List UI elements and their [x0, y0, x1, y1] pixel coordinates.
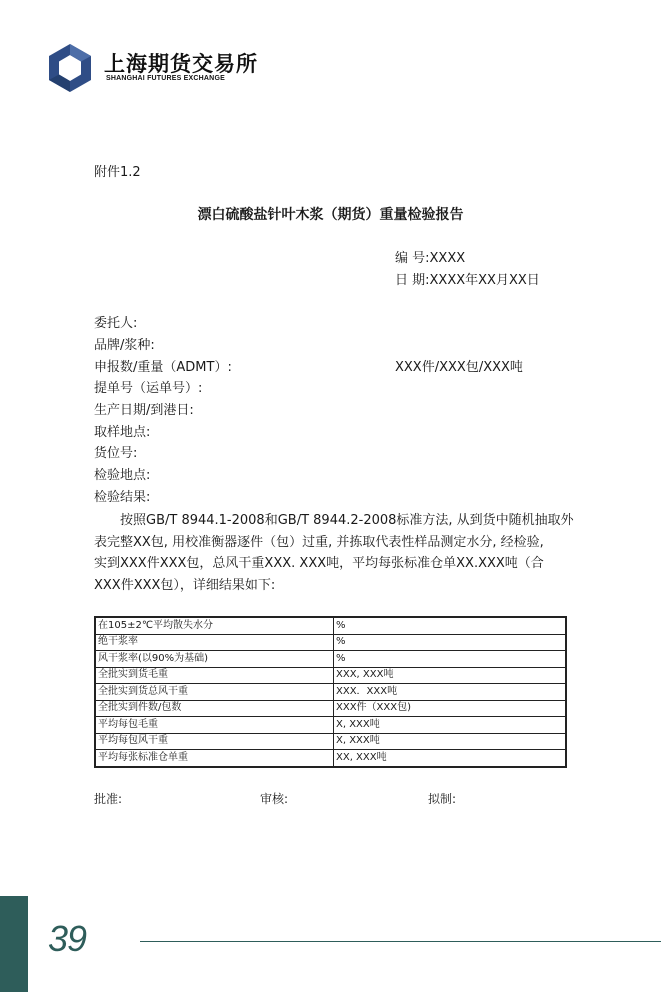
exchange-logo: [44, 40, 258, 96]
footer-side-bar: [0, 896, 28, 992]
prepare-label: 拟制:: [428, 792, 457, 806]
row-value: %: [334, 651, 567, 668]
table-row: [95, 617, 566, 634]
table-row: [95, 684, 566, 701]
document-title: 漂白硫酸盐针叶木浆（期货）重量检验报告: [197, 207, 464, 223]
row-value: %: [334, 617, 567, 634]
row-label: 全批实到件数/包数: [95, 700, 334, 717]
document-number: 编 号:XXXX: [395, 251, 466, 266]
results-table: [94, 616, 567, 768]
table-row: [95, 634, 566, 651]
field-inspection-result: 检验结果:: [94, 490, 151, 505]
review-label: 审核:: [260, 792, 289, 806]
paragraph-line: 表完整XX包, 用校准衡器逐件（包）过重, 并拣取代表性样品测定水分, 经检验,: [94, 534, 544, 550]
row-label: 在105±2℃平均散失水分: [95, 617, 334, 634]
table-row: [95, 651, 566, 668]
logo-name-cn: 上海期货交易所: [104, 51, 258, 76]
row-value: XX, XXX吨: [334, 750, 567, 767]
field-storage-slot: 货位号:: [94, 446, 138, 461]
attachment-label: 附件1.2: [94, 165, 141, 180]
table-row: [95, 717, 566, 734]
row-label: 平均每包风干重: [95, 733, 334, 750]
field-bill-of-lading: 提单号（运单号）:: [94, 381, 203, 396]
row-value: %: [334, 634, 567, 651]
table-row: [95, 750, 566, 767]
result-paragraph: [94, 510, 574, 596]
paragraph-line: XXX件XXX包），详细结果如下:: [94, 577, 276, 593]
table-row: [95, 733, 566, 750]
row-label: 平均每包毛重: [95, 717, 334, 734]
document-date: 日 期:XXXX年XX月XX日: [395, 273, 540, 288]
table-row: [95, 700, 566, 717]
field-brand: 品牌/浆种:: [94, 338, 155, 353]
row-value: X, XXX吨: [334, 733, 567, 750]
row-label: 风干浆率(以90%为基础): [95, 651, 334, 668]
row-label: 绝干浆率: [95, 634, 334, 651]
approve-label: 批准:: [94, 792, 123, 806]
declared-value: XXX件/XXX包/XXX吨: [395, 360, 523, 375]
row-label: 全批实到货总风干重: [95, 684, 334, 701]
field-production-date: 生产日期/到港日:: [94, 403, 194, 418]
field-sampling-location: 取样地点:: [94, 425, 151, 440]
field-client: 委托人:: [94, 316, 138, 331]
field-inspection-location: 检验地点:: [94, 468, 151, 483]
table-row: [95, 667, 566, 684]
paragraph-line: 实到XXX件XXX包，总风干重XXX. XXX吨，平均每张标准仓单XX.XXX吨（合: [94, 556, 544, 571]
footer-divider: [140, 941, 661, 942]
paragraph-line: 按照GB/T 8944.1-2008和GB/T 8944.2-2008标准方法, 从到货中随机抽取外: [120, 513, 574, 528]
field-declared: 申报数/重量（ADMT）:: [94, 360, 232, 375]
row-label: 全批实到货毛重: [95, 667, 334, 684]
hexagon-logo-icon: [44, 42, 96, 94]
row-value: X, XXX吨: [334, 717, 567, 734]
page-number: 39: [48, 918, 87, 959]
row-value: XXX, XXX吨: [334, 667, 567, 684]
logo-name-en: SHANGHAI FUTURES EXCHANGE: [106, 75, 225, 82]
row-value: XXX．XXX吨: [334, 684, 567, 701]
row-value: XXX件（XXX包): [334, 700, 567, 717]
row-label: 平均每张标准仓单重: [95, 750, 334, 767]
